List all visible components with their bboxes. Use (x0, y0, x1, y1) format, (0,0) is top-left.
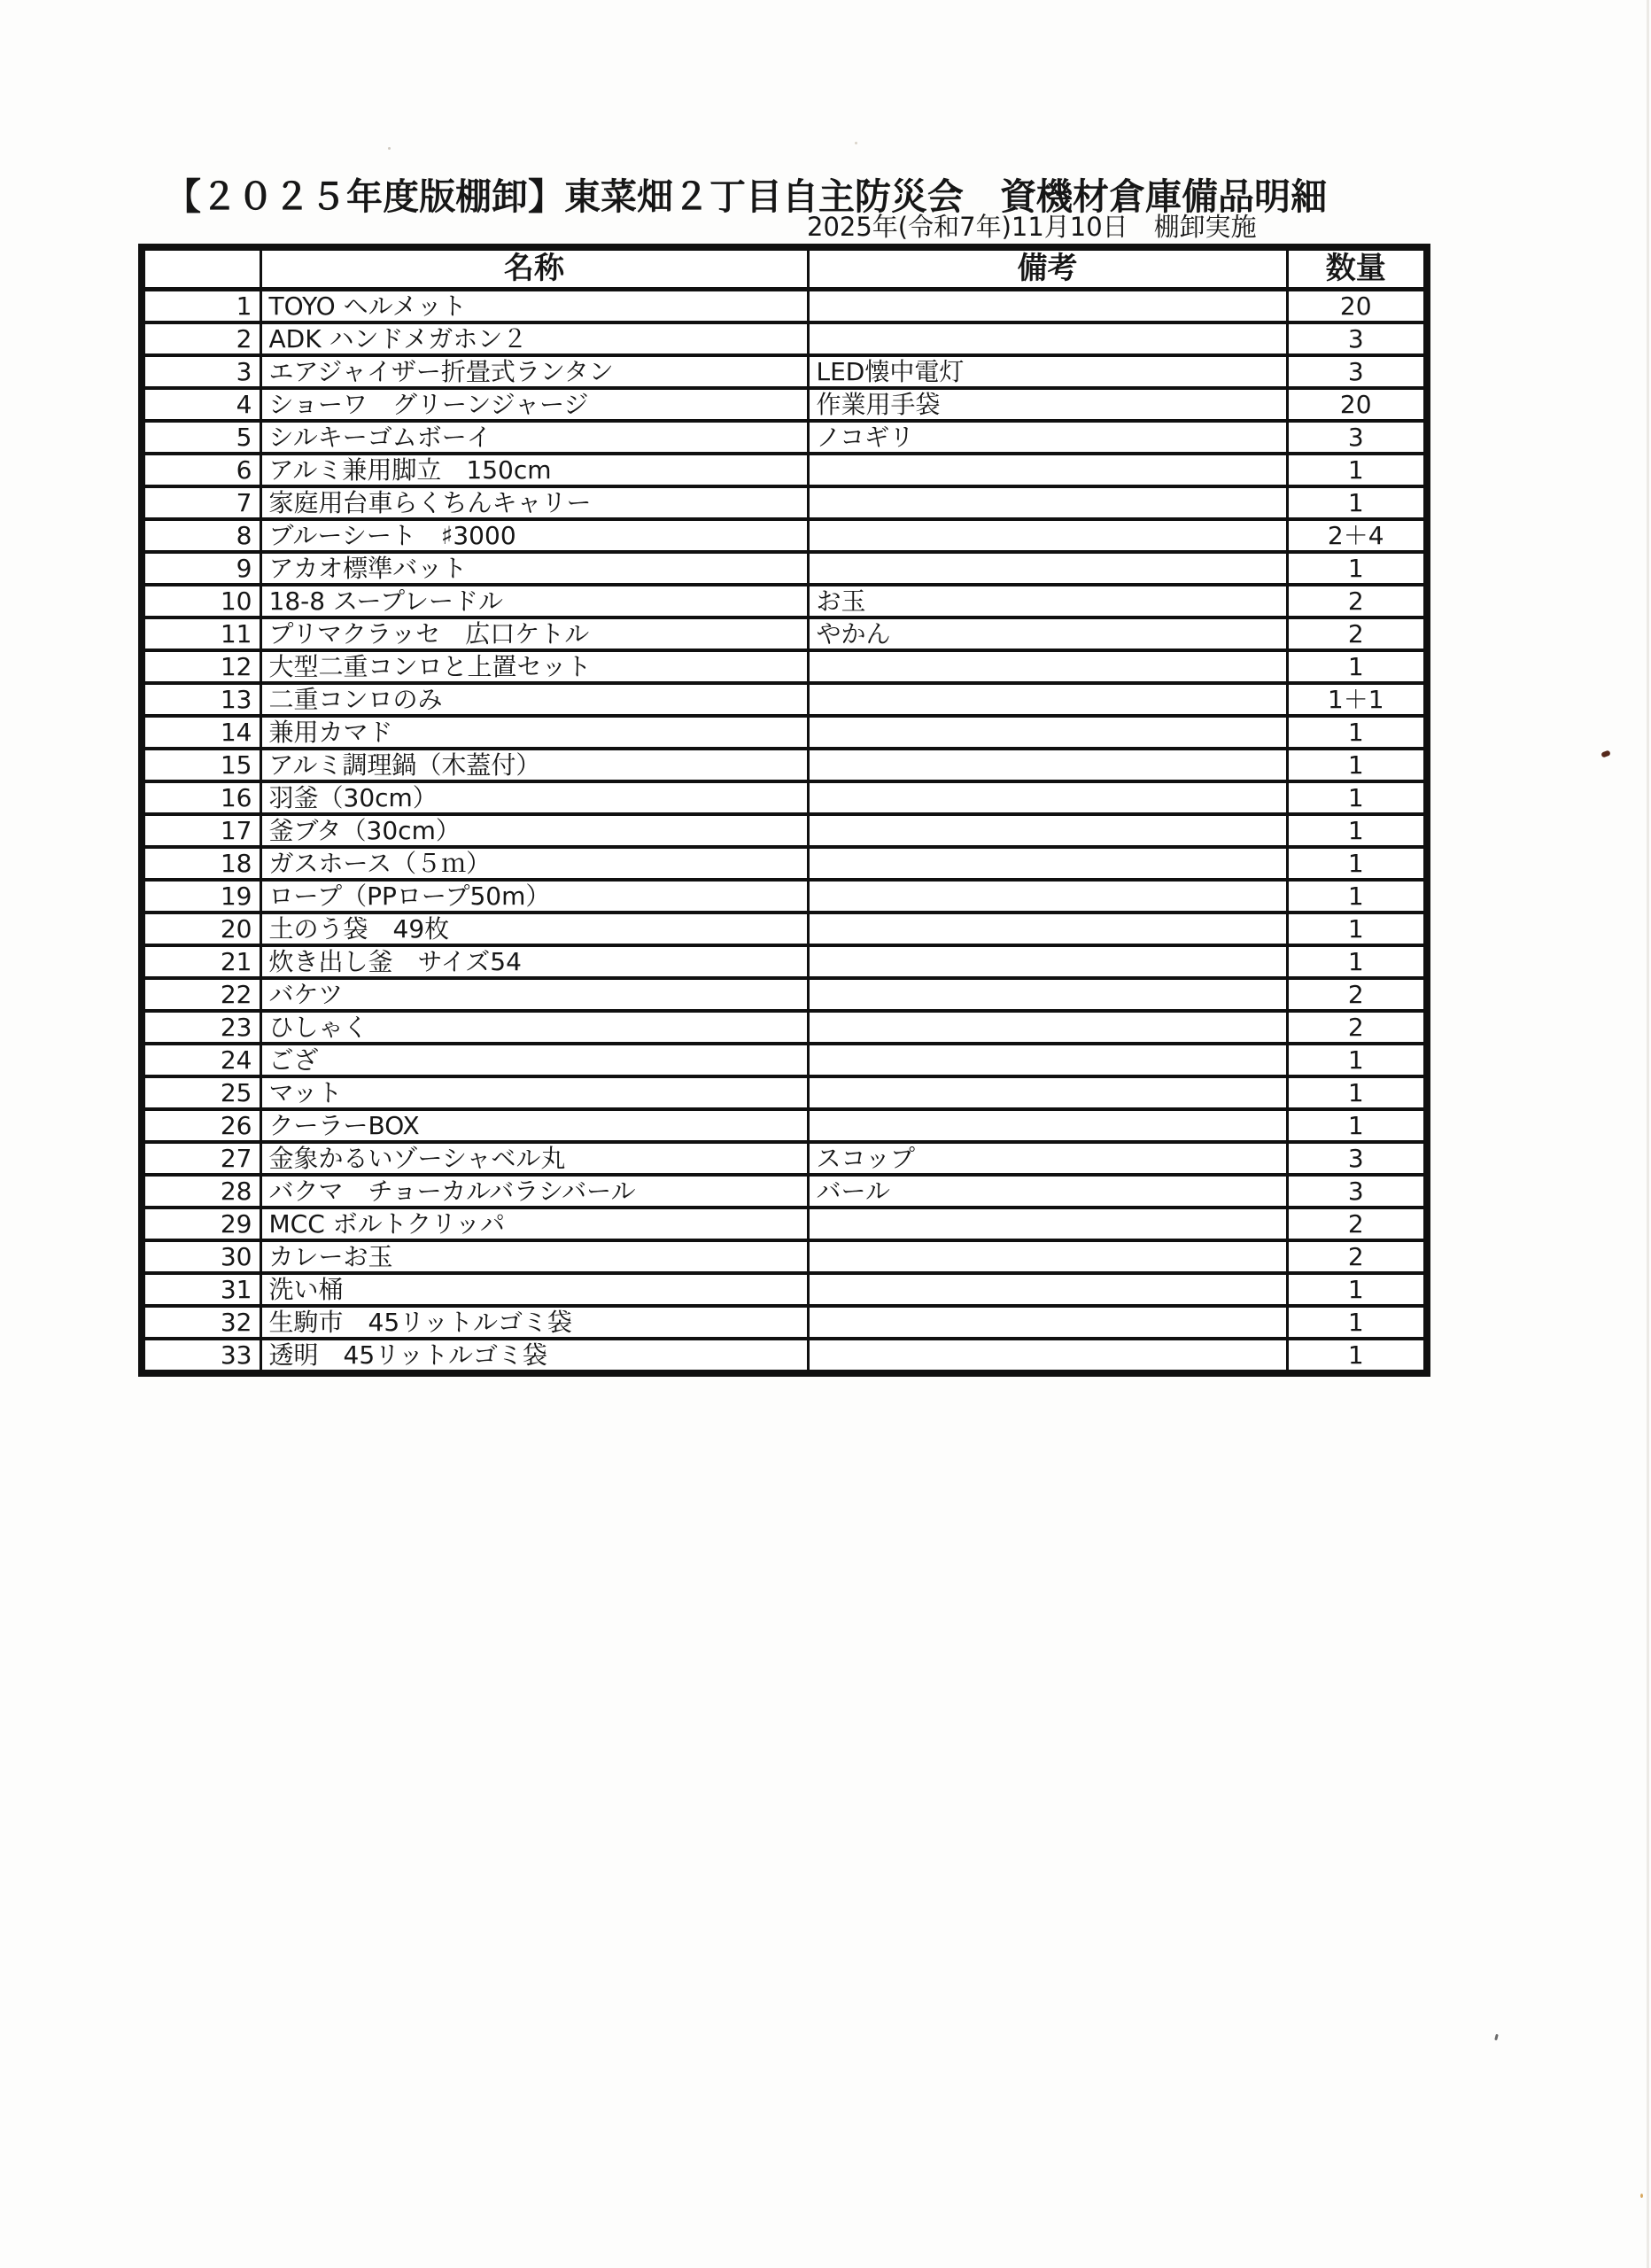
table-row (142, 1273, 1427, 1306)
row-number: 28 (142, 1175, 260, 1208)
item-name: プリマクラッセ 広口ケトル (260, 617, 808, 650)
table-row (142, 1044, 1427, 1076)
row-number: 5 (142, 421, 260, 454)
table-row (142, 1109, 1427, 1142)
item-name: ガスホース（５ｍ） (260, 847, 808, 880)
item-qty: 20 (1287, 289, 1427, 322)
item-name: ロープ（PPロープ50m） (260, 880, 808, 913)
row-number: 23 (142, 1011, 260, 1044)
row-number: 3 (142, 355, 260, 388)
table-row (142, 322, 1427, 355)
item-qty: 1 (1287, 1273, 1427, 1306)
item-qty: 1 (1287, 1076, 1427, 1109)
item-name: アカオ標準バット (260, 552, 808, 585)
inventory-date: 2025年(令和7年)11月10日 棚卸実施 (807, 212, 1257, 242)
item-remarks (808, 716, 1287, 749)
table-row (142, 1011, 1427, 1044)
item-name: 釜ブタ（30cm） (260, 814, 808, 847)
col-header-remarks: 備考 (808, 247, 1287, 289)
item-qty: 1 (1287, 454, 1427, 486)
table-row (142, 1208, 1427, 1240)
item-qty: 1 (1287, 880, 1427, 913)
item-qty: 3 (1287, 322, 1427, 355)
item-remarks (808, 322, 1287, 355)
row-number: 7 (142, 486, 260, 519)
row-number: 17 (142, 814, 260, 847)
item-name: ござ (260, 1044, 808, 1076)
item-qty: 1 (1287, 1339, 1427, 1373)
scanner-edge-shadow (1647, 0, 1649, 2268)
row-number: 30 (142, 1240, 260, 1273)
row-number: 4 (142, 388, 260, 421)
item-remarks (808, 1011, 1287, 1044)
table-row (142, 519, 1427, 552)
item-name: 透明 45リットルゴミ袋 (260, 1339, 808, 1373)
item-qty: 1＋1 (1287, 683, 1427, 716)
item-name: 金象かるいゾーシャベル丸 (260, 1142, 808, 1175)
item-name: アルミ調理鍋（木蓋付） (260, 749, 808, 781)
item-qty: 2 (1287, 617, 1427, 650)
row-number: 6 (142, 454, 260, 486)
item-remarks (808, 945, 1287, 978)
table-row (142, 289, 1427, 322)
item-remarks: バール (808, 1175, 1287, 1208)
table-row (142, 454, 1427, 486)
item-name: TOYO ヘルメット (260, 289, 808, 322)
row-number: 8 (142, 519, 260, 552)
table-row (142, 486, 1427, 519)
item-remarks (808, 814, 1287, 847)
item-qty: 1 (1287, 1044, 1427, 1076)
row-number: 32 (142, 1306, 260, 1339)
item-name: ひしゃく (260, 1011, 808, 1044)
item-qty: 1 (1287, 749, 1427, 781)
row-number: 24 (142, 1044, 260, 1076)
item-remarks (808, 880, 1287, 913)
item-name: バケツ (260, 978, 808, 1011)
item-remarks (808, 913, 1287, 945)
item-name: 羽釜（30cm） (260, 781, 808, 814)
row-number: 2 (142, 322, 260, 355)
item-remarks: やかん (808, 617, 1287, 650)
item-remarks (808, 454, 1287, 486)
item-qty: 3 (1287, 421, 1427, 454)
item-remarks (808, 749, 1287, 781)
row-number: 15 (142, 749, 260, 781)
row-number: 25 (142, 1076, 260, 1109)
item-name: 生駒市 45リットルゴミ袋 (260, 1306, 808, 1339)
item-qty: 1 (1287, 1109, 1427, 1142)
item-remarks: 作業用手袋 (808, 388, 1287, 421)
item-remarks (808, 1076, 1287, 1109)
row-number: 16 (142, 781, 260, 814)
item-remarks: お玉 (808, 585, 1287, 617)
item-qty: 1 (1287, 913, 1427, 945)
item-qty: 2＋4 (1287, 519, 1427, 552)
item-name: 兼用カマド (260, 716, 808, 749)
item-remarks (808, 1273, 1287, 1306)
item-remarks: スコップ (808, 1142, 1287, 1175)
row-number: 18 (142, 847, 260, 880)
row-number: 33 (142, 1339, 260, 1373)
item-name: 洗い桶 (260, 1273, 808, 1306)
scan-speck (1640, 2194, 1643, 2198)
item-name: ショーワ グリーンジャージ (260, 388, 808, 421)
item-remarks (808, 519, 1287, 552)
page-title: 【２０２５年度版棚卸】東菜畑２丁目自主防災会 資機材倉庫備品明細 (165, 175, 1327, 218)
item-name: 大型二重コンロと上置セット (260, 650, 808, 683)
item-qty: 3 (1287, 355, 1427, 388)
table-row (142, 617, 1427, 650)
item-name: クーラーBOX (260, 1109, 808, 1142)
item-qty: 1 (1287, 552, 1427, 585)
item-name: カレーお玉 (260, 1240, 808, 1273)
item-remarks: ノコギリ (808, 421, 1287, 454)
col-header-qty: 数量 (1287, 247, 1427, 289)
table-row (142, 552, 1427, 585)
item-remarks (808, 650, 1287, 683)
item-qty: 20 (1287, 388, 1427, 421)
item-name: マット (260, 1076, 808, 1109)
table-row (142, 1306, 1427, 1339)
item-remarks (808, 847, 1287, 880)
item-name: エアジャイザー折畳式ランタン (260, 355, 808, 388)
item-qty: 1 (1287, 650, 1427, 683)
item-name: 炊き出し釜 サイズ54 (260, 945, 808, 978)
item-name: 家庭用台車らくちんキャリー (260, 486, 808, 519)
table-row (142, 749, 1427, 781)
item-name: 二重コンロのみ (260, 683, 808, 716)
row-number: 31 (142, 1273, 260, 1306)
table-row (142, 716, 1427, 749)
table-row (142, 945, 1427, 978)
item-remarks (808, 1240, 1287, 1273)
table-row (142, 355, 1427, 388)
item-name: MCC ボルトクリッパ (260, 1208, 808, 1240)
table-row (142, 1175, 1427, 1208)
item-name: バクマ チョーカルバラシバール (260, 1175, 808, 1208)
item-remarks (808, 1208, 1287, 1240)
table-row (142, 781, 1427, 814)
row-number: 26 (142, 1109, 260, 1142)
item-remarks (808, 486, 1287, 519)
item-name: シルキーゴムボーイ (260, 421, 808, 454)
col-header-no (142, 247, 260, 289)
row-number: 22 (142, 978, 260, 1011)
item-qty: 2 (1287, 978, 1427, 1011)
item-remarks (808, 1339, 1287, 1373)
item-name: アルミ兼用脚立 150cm (260, 454, 808, 486)
item-name: 18-8 スープレードル (260, 585, 808, 617)
item-remarks (808, 781, 1287, 814)
item-name: ブルーシート ♯3000 (260, 519, 808, 552)
table-row (142, 388, 1427, 421)
row-number: 9 (142, 552, 260, 585)
scan-speck (388, 147, 391, 150)
item-qty: 3 (1287, 1175, 1427, 1208)
item-remarks (808, 683, 1287, 716)
item-remarks (808, 978, 1287, 1011)
row-number: 13 (142, 683, 260, 716)
row-number: 14 (142, 716, 260, 749)
inventory-table (138, 244, 1430, 1377)
table-row (142, 1142, 1427, 1175)
item-qty: 1 (1287, 486, 1427, 519)
table-row (142, 1339, 1427, 1373)
row-number: 1 (142, 289, 260, 322)
scan-speck (855, 142, 857, 144)
item-qty: 2 (1287, 1240, 1427, 1273)
table-row (142, 1240, 1427, 1273)
row-number: 21 (142, 945, 260, 978)
row-number: 11 (142, 617, 260, 650)
table-row (142, 585, 1427, 617)
table-row (142, 913, 1427, 945)
table-row (142, 683, 1427, 716)
table-row (142, 650, 1427, 683)
scan-speck (1601, 750, 1610, 757)
table-header-row (142, 247, 1427, 289)
scan-speck (1494, 2034, 1499, 2041)
item-remarks (808, 1044, 1287, 1076)
table-row (142, 814, 1427, 847)
item-qty: 1 (1287, 814, 1427, 847)
row-number: 12 (142, 650, 260, 683)
item-qty: 3 (1287, 1142, 1427, 1175)
item-remarks (808, 289, 1287, 322)
item-qty: 1 (1287, 781, 1427, 814)
item-name: 土のう袋 49枚 (260, 913, 808, 945)
item-remarks (808, 552, 1287, 585)
item-qty: 1 (1287, 716, 1427, 749)
item-qty: 1 (1287, 1306, 1427, 1339)
table-row (142, 421, 1427, 454)
item-remarks (808, 1109, 1287, 1142)
item-qty: 2 (1287, 1208, 1427, 1240)
col-header-name: 名称 (260, 247, 808, 289)
item-qty: 2 (1287, 1011, 1427, 1044)
item-remarks: LED懐中電灯 (808, 355, 1287, 388)
item-qty: 1 (1287, 945, 1427, 978)
row-number: 19 (142, 880, 260, 913)
table-row (142, 880, 1427, 913)
row-number: 27 (142, 1142, 260, 1175)
row-number: 29 (142, 1208, 260, 1240)
item-qty: 1 (1287, 847, 1427, 880)
item-name: ADK ハンドメガホン２ (260, 322, 808, 355)
table-row (142, 1076, 1427, 1109)
item-remarks (808, 1306, 1287, 1339)
row-number: 20 (142, 913, 260, 945)
item-qty: 2 (1287, 585, 1427, 617)
table-row (142, 978, 1427, 1011)
row-number: 10 (142, 585, 260, 617)
table-row (142, 847, 1427, 880)
